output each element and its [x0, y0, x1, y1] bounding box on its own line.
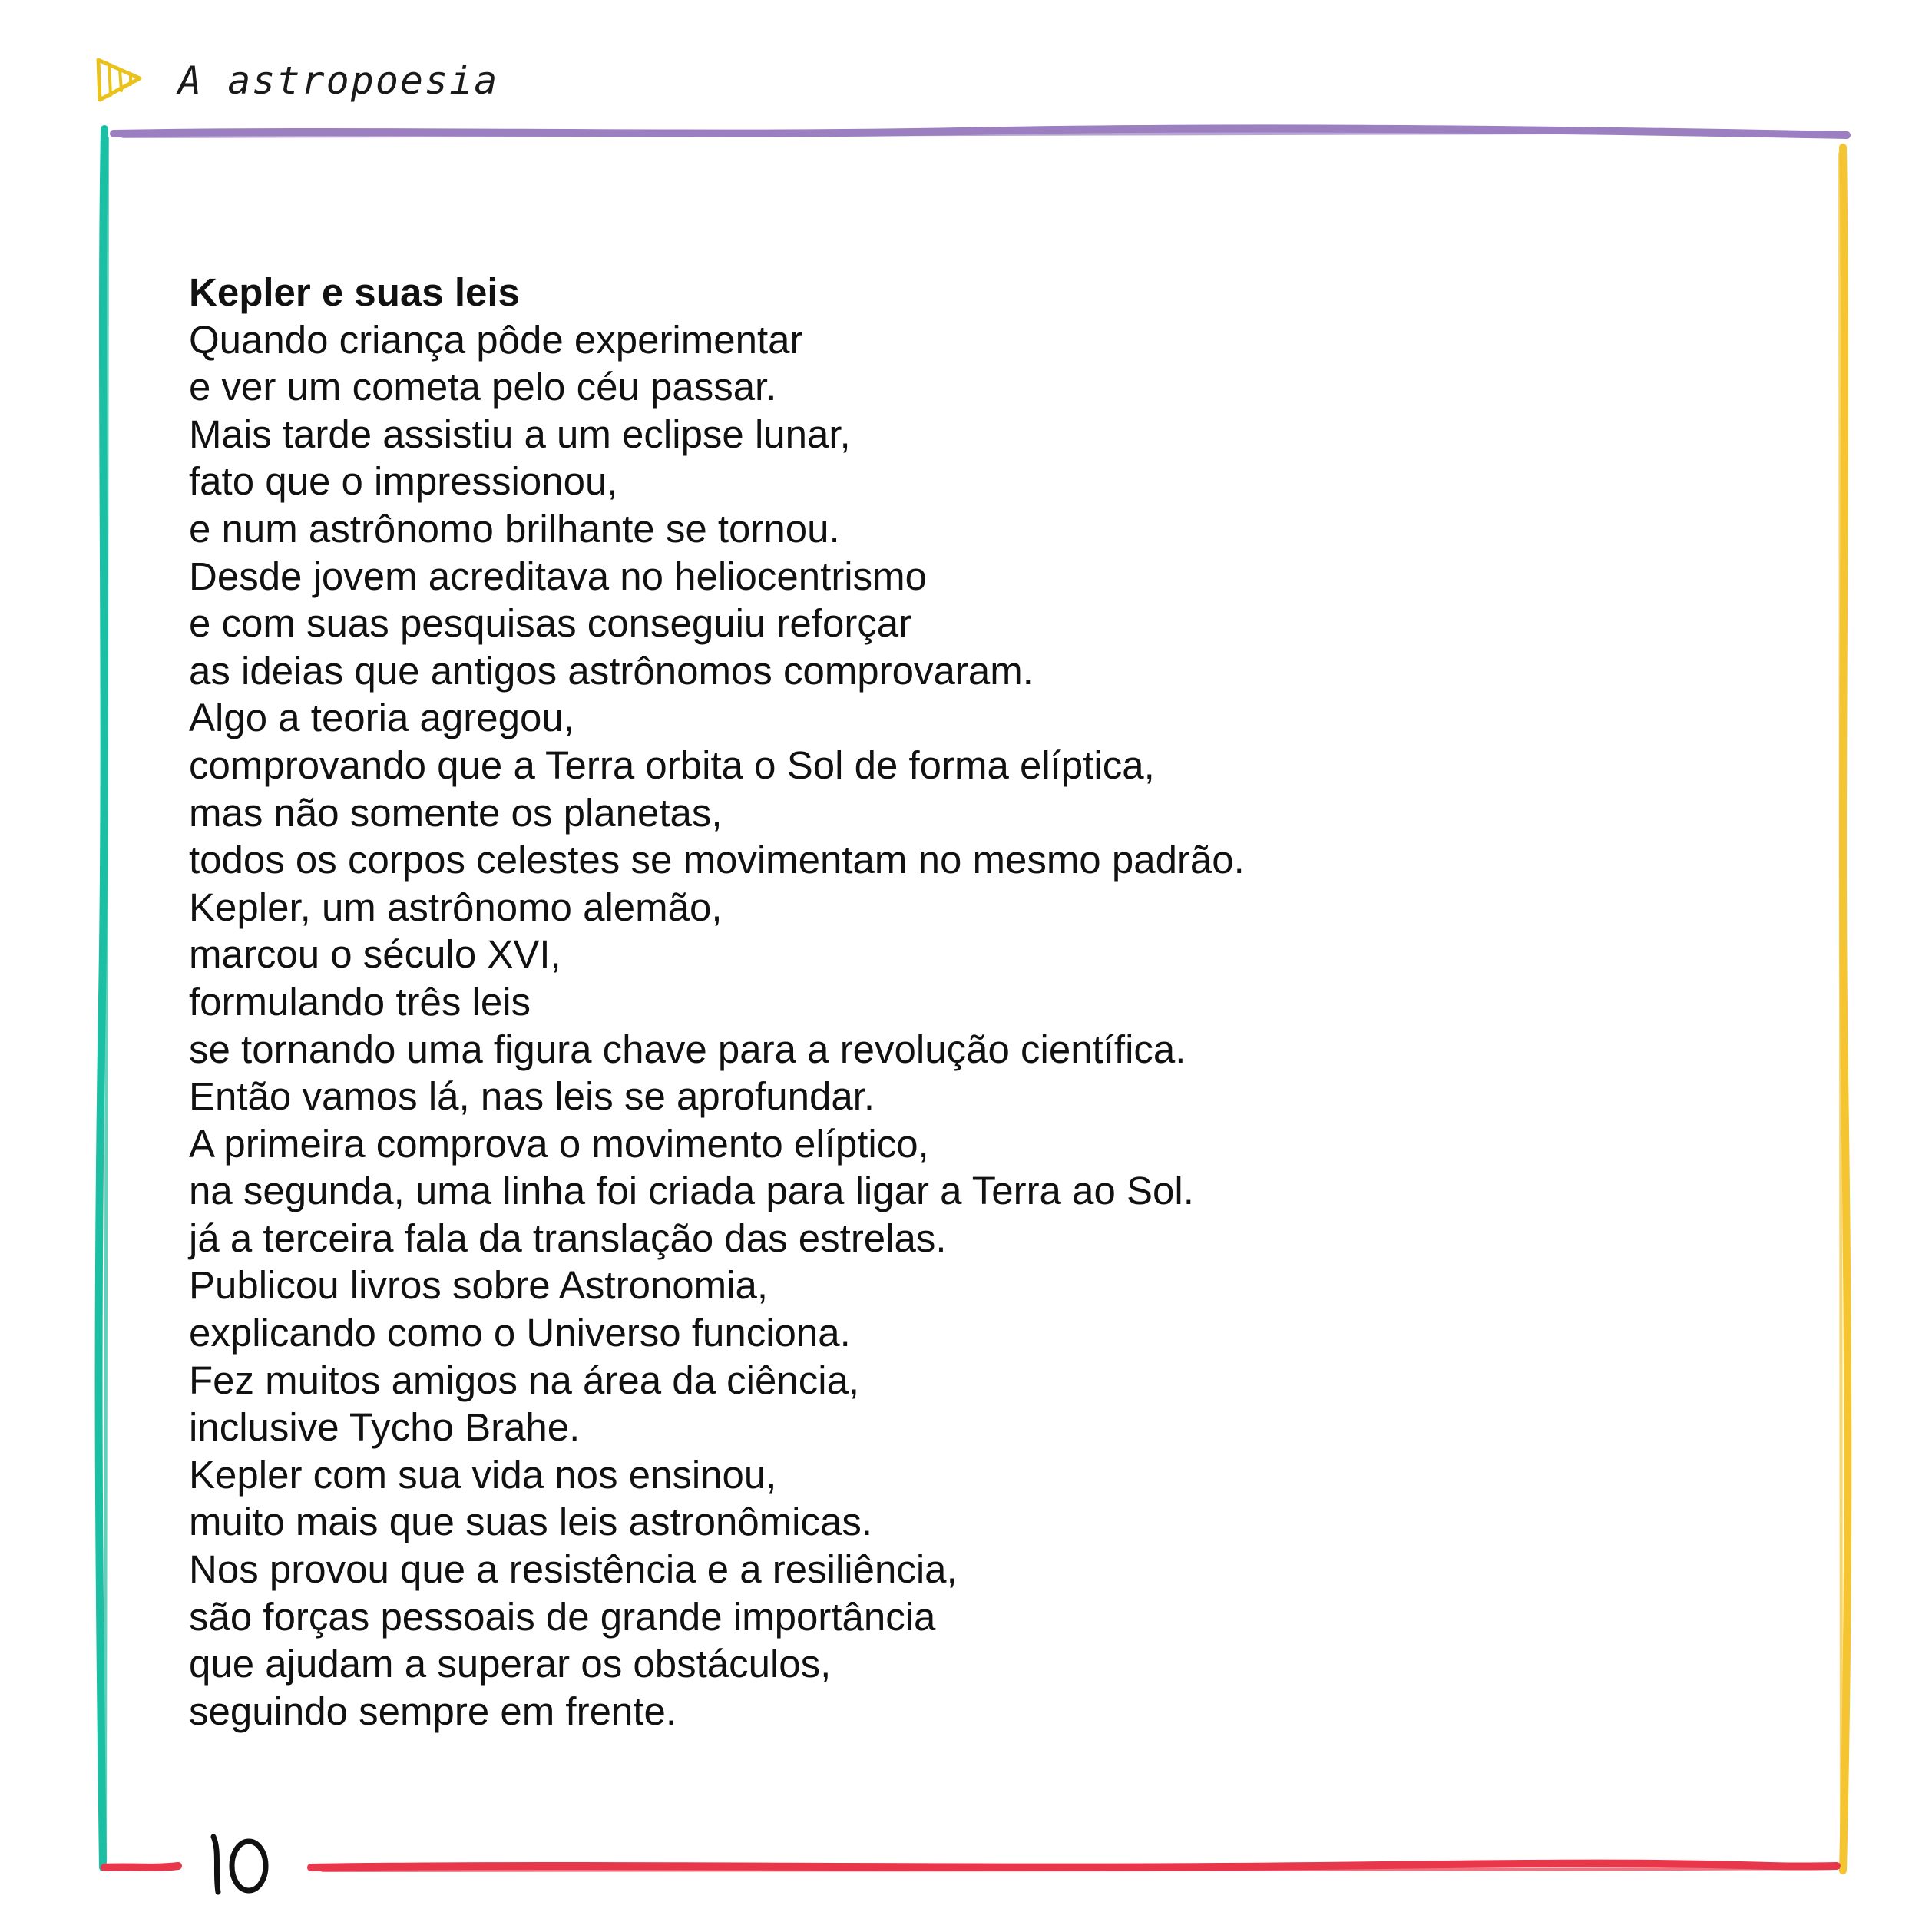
poem-line: Kepler com sua vida nos ensinou, — [189, 1452, 777, 1497]
poem-line: explicando como o Universo funciona. — [189, 1311, 851, 1355]
poem-line: inclusive Tycho Brahe. — [189, 1405, 581, 1450]
poem-line: Publicou livros sobre Astronomia, — [189, 1263, 769, 1308]
page-number-glyphs — [201, 1828, 286, 1897]
poem-line: comprovando que a Terra orbita o Sol de forma elíptica, — [189, 743, 1155, 787]
poem-line: marcou o século XVI, — [189, 932, 561, 977]
cone-icon — [98, 60, 140, 100]
poem-line: mas não somente os planetas, — [189, 790, 723, 835]
poem-line: todos os corpos celestes se movimentam no mesmo padrão. — [189, 838, 1245, 882]
poem-line: Então vamos lá, nas leis se aprofundar. — [189, 1074, 875, 1119]
poem-line: Nos provou que a resistência e a resiliência, — [189, 1547, 958, 1592]
poem-line: e num astrônomo brilhante se tornou. — [189, 506, 840, 551]
poem-title: Kepler e suas leis — [189, 270, 520, 314]
poem-line: e ver um cometa pelo céu passar. — [189, 365, 777, 409]
poem-line: que ajudam a superar os obstáculos, — [189, 1642, 832, 1686]
poem-line: Kepler, um astrônomo alemão, — [189, 885, 723, 929]
poem-line: Algo a teoria agregou, — [189, 696, 574, 740]
poem-line: formulando três leis — [189, 979, 531, 1024]
poem-line: seguindo sempre em frente. — [189, 1689, 677, 1733]
poem-line: já a terceira fala da translação das estrelas. — [189, 1216, 947, 1260]
poem-line: as ideias que antigos astrônomos comprovaram. — [189, 648, 1034, 693]
header-title: A astropoesia — [178, 58, 499, 103]
poem-line: e com suas pesquisas conseguiu reforçar — [189, 601, 912, 646]
poem-line: se tornando uma figura chave para a revolução científica. — [189, 1027, 1186, 1071]
poem — [189, 269, 1801, 1735]
poem-line: fato que o impressionou, — [189, 459, 618, 504]
right-border — [1843, 147, 1848, 1871]
page-number — [201, 1828, 286, 1897]
poem-line: Mais tarde assistiu a um eclipse lunar, — [189, 412, 851, 456]
poem-line: Desde jovem acreditava no heliocentrismo — [189, 554, 927, 598]
poem-line: na segunda, uma linha foi criada para ligar a Terra ao Sol. — [189, 1169, 1194, 1213]
poem-line: Quando criança pôde experimentar — [189, 317, 803, 362]
bottom-border-right — [311, 1864, 1837, 1867]
poem-line: são forças pessoais de grande importância — [189, 1594, 936, 1639]
left-border — [99, 129, 104, 1867]
bottom-border-left — [104, 1866, 178, 1867]
poem-line: A primeira comprova o movimento elíptico, — [189, 1121, 929, 1166]
poem-line: Fez muitos amigos na área da ciência, — [189, 1358, 860, 1402]
poem-line: muito mais que suas leis astronômicas. — [189, 1500, 873, 1544]
